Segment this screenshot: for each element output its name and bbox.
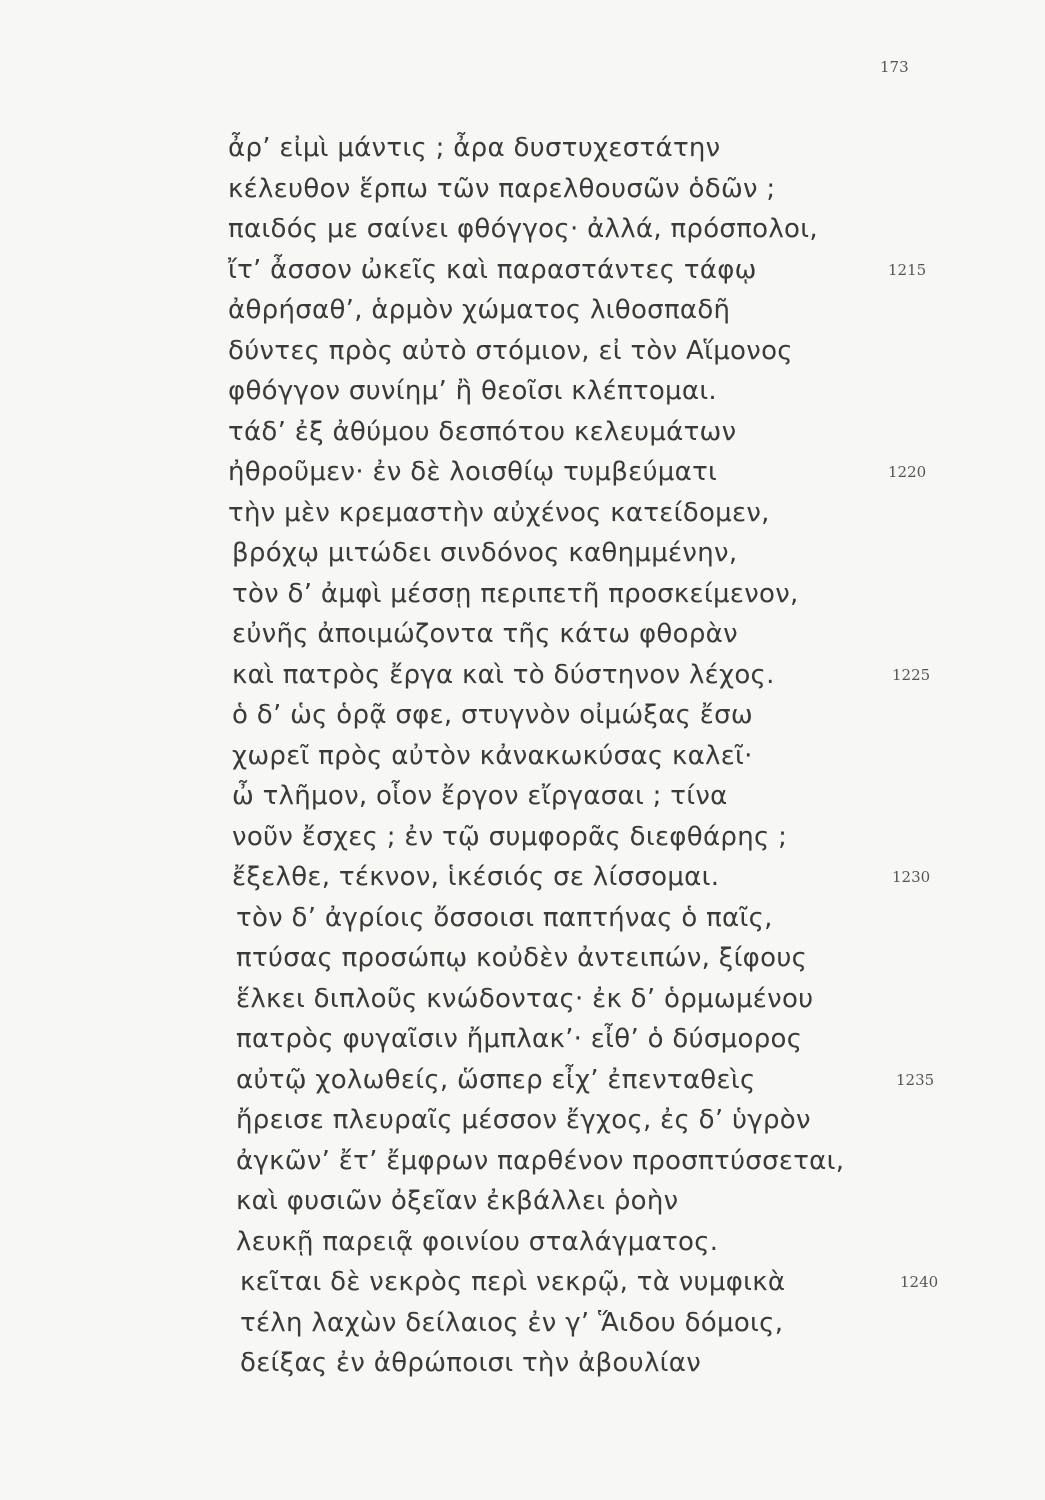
- verse-line-text: ἀθρήσαθ’, ἁρμὸν χώματος λιθοσπαδῆ: [228, 295, 731, 325]
- verse-line-text: ὦ τλῆμον, οἷον ἔργον εἴργασαι ; τίνα: [232, 781, 728, 811]
- verse-line: [236, 1222, 908, 1263]
- verse-line-text: τὸν δ’ ἀμφὶ μέσσῃ περιπετῆ προσκείμενον,: [232, 578, 799, 609]
- verse-line: [236, 938, 908, 979]
- line-number: 1240: [900, 1273, 939, 1291]
- verse-line: [236, 1181, 908, 1222]
- line-number: 1215: [888, 260, 927, 279]
- verse-line-text: ἀγκῶν’ ἔτ’ ἔμφρων παρθένον προσπτύσσεται,: [236, 1145, 845, 1176]
- verse-line-text: ἆρ’ εἰμὶ μάντις ; ἆρα δυστυχεστάτην: [228, 133, 721, 163]
- verse-line-text: αὐτῷ χολωθείς, ὥσπερ εἶχ’ ἐπενταθεὶς: [236, 1064, 756, 1095]
- verse-line: [232, 614, 908, 655]
- verse-line-text: δύντες πρὸς αὐτὸ στόμιον, εἰ τὸν Αἵμονος: [228, 335, 793, 366]
- verse-line-text: κέλευθον ἕρπω τῶν παρελθουσῶν ὁδῶν ;: [228, 173, 776, 204]
- verse-line-text: ἠθροῦμεν· ἐν δὲ λοισθίῳ τυμβεύματι: [228, 457, 718, 487]
- verse-line-text: βρόχῳ μιτώδει σινδόνος καθημμένην,: [232, 538, 738, 568]
- verse-line: [232, 817, 908, 858]
- verse-line: [240, 1303, 908, 1344]
- verse-line: [232, 857, 931, 898]
- verse-line: [228, 371, 908, 412]
- verse-line-text: ἔξελθε, τέκνον, ἱκέσιός σε λίσσομαι.: [232, 862, 720, 892]
- line-number: 1225: [892, 665, 931, 684]
- verse-line: [232, 695, 908, 736]
- verse-line: [228, 493, 908, 534]
- verse-line-text: ἤρεισε πλευραῖς μέσσον ἔγχος, ἐς δ’ ὑγρὸν: [236, 1105, 811, 1135]
- verse-line-text: τὸν δ’ ἀγρίοις ὄσσοισι παπτήνας ὁ παῖς,: [236, 902, 773, 933]
- verse-line: [228, 412, 908, 453]
- line-number: 1235: [896, 1070, 935, 1089]
- verse-line: [232, 655, 931, 696]
- verse-line-text: εὐνῆς ἀποιμώζοντα τῆς κάτω φθορὰν: [232, 619, 738, 649]
- verse-line: [236, 1060, 935, 1101]
- line-number: 1230: [892, 868, 931, 886]
- verse-line: [228, 169, 908, 210]
- verse-line: [228, 250, 927, 291]
- verse-line: [240, 1262, 939, 1303]
- verse-line-text: φθόγγον συνίημ’ ἢ θεοῖσι κλέπτομαι.: [228, 376, 717, 406]
- verse-line-text: τέλη λαχὼν δείλαιος ἐν γ’ Ἅιδου δόμοις,: [240, 1307, 784, 1338]
- page-number: 173: [880, 58, 909, 76]
- verse-line: [232, 533, 908, 574]
- verse-line-text: ἕλκει διπλοῦς κνώδοντας· ἐκ δ’ ὁρμωμένου: [236, 983, 814, 1014]
- verse-line-text: καὶ φυσιῶν ὀξεῖαν ἐκβάλλει ῥοὴν: [236, 1186, 679, 1216]
- verse-line: [228, 452, 927, 493]
- verse-line-text: τὴν μὲν κρεμαστὴν αὐχένος κατείδομεν,: [228, 497, 770, 528]
- verse-line: [240, 1343, 908, 1384]
- verse-line: [232, 736, 908, 777]
- verse-line-text: νοῦν ἔσχες ; ἐν τῷ συμφορᾶς διεφθάρης ;: [232, 821, 788, 852]
- verse-line-text: πατρὸς φυγαῖσιν ἤμπλακ’· εἶθ’ ὁ δύσμορος: [236, 1024, 803, 1054]
- verse-line-text: κεῖται δὲ νεκρὸς περὶ νεκρῷ, τὰ νυμφικὰ: [240, 1267, 786, 1297]
- verse-line-text: ὁ δ’ ὡς ὁρᾷ σφε, στυγνὸν οἰμώξας ἔσω: [232, 700, 753, 730]
- verse-line: [236, 898, 908, 939]
- verse-line-text: καὶ πατρὸς ἔργα καὶ τὸ δύστηνον λέχος.: [232, 659, 775, 690]
- verse-line: [232, 574, 908, 615]
- verse-block: [228, 128, 939, 1384]
- verse-line: [236, 1141, 908, 1182]
- verse-line: [236, 1100, 908, 1141]
- verse-line-text: παιδός με σαίνει φθόγγος· ἀλλά, πρόσπολοι,: [228, 214, 818, 244]
- verse-line-text: πτύσας προσώπῳ κοὐδὲν ἀντειπών, ξίφους: [236, 943, 808, 973]
- verse-line: [236, 979, 908, 1020]
- verse-line-text: χωρεῖ πρὸς αὐτὸν κἀνακωκύσας καλεῖ·: [232, 740, 753, 771]
- verse-line: [228, 331, 908, 372]
- verse-line: [232, 776, 908, 817]
- verse-line-text: τάδ’ ἐξ ἀθύμου δεσπότου κελευμάτων: [228, 416, 737, 447]
- verse-line-text: δείξας ἐν ἀθρώποισι τὴν ἀβουλίαν: [240, 1348, 702, 1378]
- verse-line-text: ἴτ’ ἆσσον ὠκεῖς καὶ παραστάντες τάφῳ: [228, 254, 757, 285]
- line-number: 1220: [888, 463, 927, 481]
- verse-line: [236, 1019, 908, 1060]
- verse-line: [228, 290, 908, 331]
- verse-line: [228, 209, 908, 250]
- verse-line-text: λευκῇ παρειᾷ φοινίου σταλάγματος.: [236, 1226, 719, 1257]
- verse-line: [228, 128, 908, 169]
